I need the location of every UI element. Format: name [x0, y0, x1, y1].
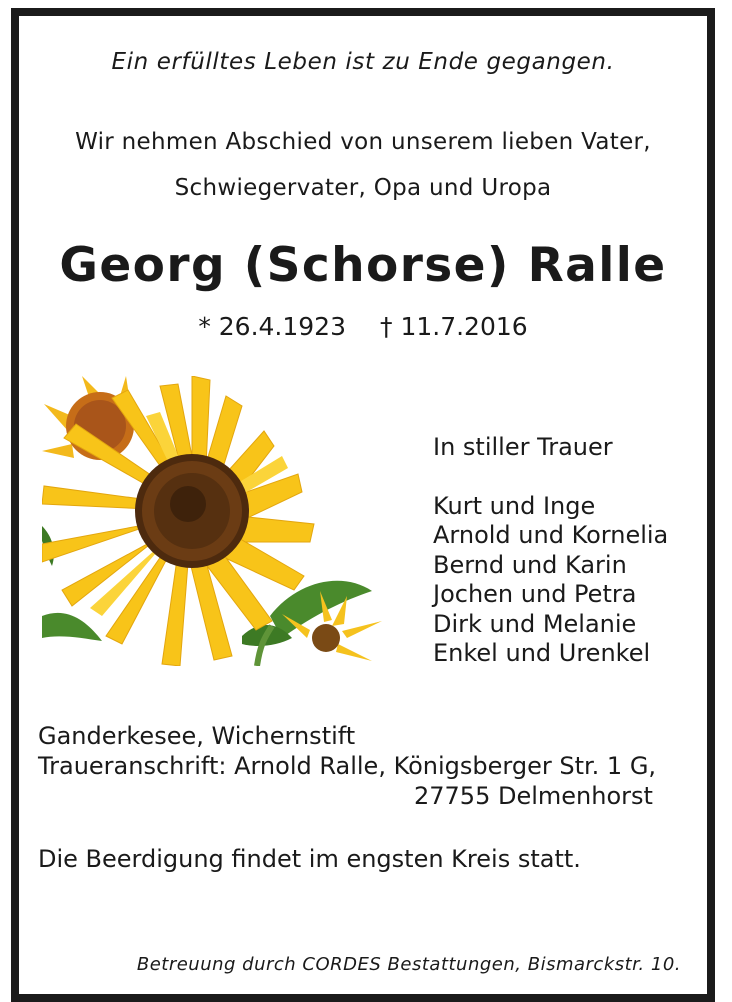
- mourner-name: Bernd und Karin: [433, 551, 627, 579]
- birth-date: * 26.4.1923: [198, 312, 346, 341]
- intro-line: Ein erfülltes Leben ist zu Ende gegangen.: [111, 49, 615, 75]
- sunflower-photo: [42, 376, 390, 666]
- mourner-name: Dirk und Melanie: [433, 610, 637, 638]
- mourners-heading: In stiller Trauer: [433, 433, 613, 461]
- farewell-line-1: Wir nehmen Abschied von unserem lieben Vater,: [75, 129, 651, 155]
- death-date: † 11.7.2016: [380, 312, 528, 341]
- address-line: Traueranschrift: Arnold Ralle, Königsberger Str. 1 G,: [38, 752, 657, 780]
- funeral-note: Die Beerdigung findet im engsten Kreis statt.: [38, 845, 581, 873]
- address-city: 27755 Delmenhorst: [414, 782, 653, 810]
- location-line: Ganderkesee, Wichernstift: [38, 722, 356, 750]
- deceased-name: Georg (Schorse) Ralle: [59, 238, 667, 293]
- life-dates: [19, 312, 707, 341]
- mourner-name: Kurt und Inge: [433, 492, 596, 520]
- farewell-line-2: Schwiegervater, Opa und Uropa: [174, 175, 552, 201]
- footer-undertaker: Betreuung durch CORDES Bestattungen, Bismarckstr. 10.: [136, 954, 681, 975]
- obituary-frame: [11, 8, 715, 1002]
- mourner-name: Enkel und Urenkel: [433, 639, 651, 667]
- mourner-name: Jochen und Petra: [433, 580, 637, 608]
- mourner-name: Arnold und Kornelia: [433, 521, 669, 549]
